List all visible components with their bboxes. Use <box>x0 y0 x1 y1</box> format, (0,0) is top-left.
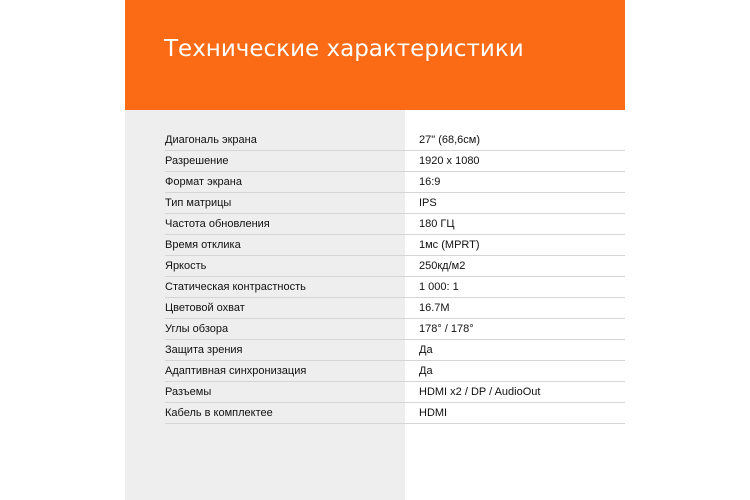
spec-label: Разъемы <box>165 386 212 398</box>
spec-label: Цветовой охват <box>165 302 245 314</box>
table-row <box>165 298 625 319</box>
spec-value: 1920 x 1080 <box>419 155 480 167</box>
spec-label: Яркость <box>165 260 207 272</box>
spec-value: 180 ГЦ <box>419 218 455 230</box>
table-row <box>165 382 625 403</box>
table-row <box>165 172 625 193</box>
spec-label: Диагональ экрана <box>165 134 257 146</box>
table-row <box>165 151 625 172</box>
page-title: Технические характеристики <box>164 36 524 62</box>
spec-label: Защита зрения <box>165 344 243 356</box>
spec-value: IPS <box>419 197 437 209</box>
spec-value: 16:9 <box>419 176 441 188</box>
spec-value: Да <box>419 365 433 377</box>
table-row <box>165 256 625 277</box>
spec-label: Формат экрана <box>165 176 242 188</box>
spec-card <box>125 0 625 500</box>
spec-value: 1мс (MPRT) <box>419 239 480 251</box>
table-row <box>165 235 625 256</box>
spec-value: Да <box>419 344 433 356</box>
spec-label: Время отклика <box>165 239 241 251</box>
table-row <box>165 130 625 151</box>
spec-label: Кабель в комплектее <box>165 407 273 419</box>
table-row <box>165 214 625 235</box>
spec-value: 178° / 178° <box>419 323 474 335</box>
spec-value: 16.7M <box>419 302 450 314</box>
spec-label: Адаптивная синхронизация <box>165 365 307 377</box>
header-banner <box>125 0 625 110</box>
table-row <box>165 193 625 214</box>
spec-label: Частота обновления <box>165 218 270 230</box>
table-row <box>165 403 625 424</box>
spec-table <box>165 130 625 424</box>
table-row <box>165 361 625 382</box>
spec-value: HDMI x2 / DP / AudioOut <box>419 386 541 398</box>
spec-label: Статическая контрастность <box>165 281 306 293</box>
table-row <box>165 319 625 340</box>
spec-label: Углы обзора <box>165 323 229 335</box>
spec-label: Тип матрицы <box>165 197 232 209</box>
spec-value: 250кд/м2 <box>419 260 466 272</box>
table-row <box>165 340 625 361</box>
spec-value: 27" (68,6см) <box>419 134 480 146</box>
table-row <box>165 277 625 298</box>
spec-label: Разрешение <box>165 155 229 167</box>
spec-value: 1 000: 1 <box>419 281 459 293</box>
spec-value: HDMI <box>419 407 448 419</box>
